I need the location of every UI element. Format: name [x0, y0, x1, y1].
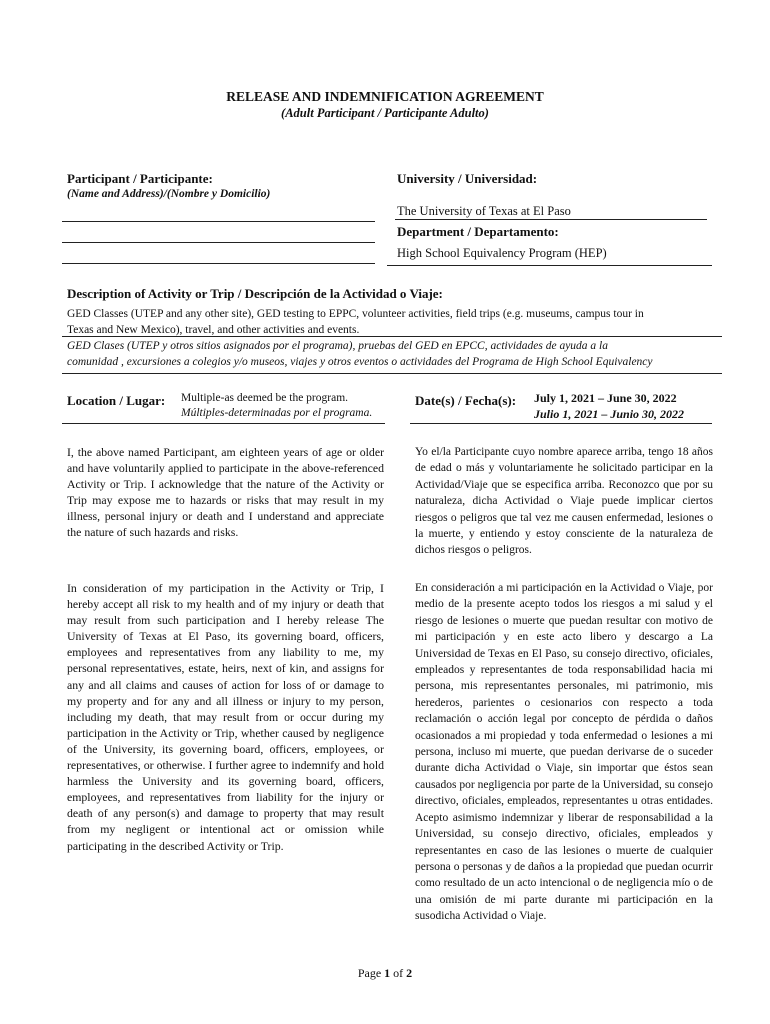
description-en-line-1: GED Classes (UTEP and any other site), GED testing to EPPC, volunteer activities, field trips (e.g. museums, campus tour in — [67, 308, 644, 320]
department-label: Department / Departamento: — [397, 224, 559, 239]
dates-underline — [410, 423, 712, 424]
university-label: University / Universidad: — [397, 171, 538, 186]
location-value-en: Multiple-as deemed be the program. — [181, 392, 349, 404]
dates-value-es: Julio 1, 2021 – Junio 30, 2022 — [534, 407, 685, 421]
participant-sublabel: (Name and Address)/(Nombre y Domicilio) — [67, 188, 271, 200]
page-current: 1 — [384, 966, 391, 980]
page-of: of — [393, 966, 404, 980]
description-es — [67, 338, 717, 370]
page-word: Page — [357, 966, 382, 980]
description-label: Description of Activity or Trip / Descripción de la Actividad o Viaje: — [67, 286, 443, 301]
description-bottom-rule — [62, 373, 722, 374]
description-es-line-1: GED Clases (UTEP y otros sitios asignados por el programa), pruebas del GED en EPCC, actividades de ayuda a la — [67, 340, 608, 352]
participant-address-line[interactable] — [62, 263, 375, 264]
department-underline — [387, 265, 712, 266]
paragraph-2-es: En consideración a mi participación en la Actividad o Viaje, por medio de la presente acepto todos los riesgos a mi salud y el riesgo de lesiones o muerte que puedan resultar con motivo de mi participación y en este acto libero y descargo a La Universidad de Texas en El Paso, su consejo directivo, oficiales, empleados y representantes de toda responsabilidad hacia mi persona, mis representantes personales, mi patrimonio, mis herederos, parientes o cesionarios con respecto a toda reclamación o acción legal por concepto de pérdida o daños ocasionados a mi propiedad y toda enfermedad o lesiones a mi persona, incluso mi muerte, que puedan derivarse de o suceder durante dicha Actividad o Viaje, sin importar que éstos sean causados por negligencia por parte de la Universidad, su consejo directivo, oficiales, empleados, representantes u otras entidades. Acepto asimismo indemnizar y liberar de responsabilidad a la Universidad, su consejo directivo, oficiales, empleados y representantes en caso de las lesiones o muerte de cualquier persona o personas y de daños a la propiedad que puedan ocurrir como resultado de un acto intencional o de negligencia mío o de una omisión de mi parte durante mi participación en la susodicha Actividad o Viaje. — [415, 582, 713, 923]
university-value: The University of Texas at El Paso — [397, 204, 571, 218]
university-underline — [395, 219, 707, 220]
document-title: RELEASE AND INDEMNIFICATION AGREEMENT — [226, 89, 544, 104]
location-value-es: Múltiples-determinadas por el programa. — [181, 407, 373, 419]
participant-label: Participant / Participante: — [67, 171, 213, 186]
paragraph-1-es: Yo el/la Participante cuyo nombre aparece arriba, tengo 18 años de edad o más y voluntariamente he solicitado participar en la Actividad/Viaje que se especifica arriba. Reconozco que por su naturaleza, dicha Actividad o Viaje puede implicar ciertos riesgos o peligros que tal vez me causen enfermedad, lesiones o la muerte, y entiendo y estoy consciente de la naturaleza de dichos riesgos o peligros. — [415, 446, 713, 557]
dates-value-en: July 1, 2021 – June 30, 2022 — [534, 391, 677, 405]
document-subtitle: (Adult Participant / Participante Adulto) — [281, 106, 489, 120]
department-value: High School Equivalency Program (HEP) — [397, 246, 607, 260]
description-es-line-2: comunidad , excursiones a colegios y/o museos, viajes y otros eventos o actividades del Programa de High School Equivalency — [67, 356, 653, 368]
page-number — [0, 966, 770, 981]
dates-label: Date(s) / Fecha(s): — [415, 393, 517, 408]
description-en-line-2: Texas and New Mexico), travel, and other activities and events. — [67, 324, 360, 336]
participant-name-line-1[interactable] — [62, 221, 375, 222]
location-underline — [62, 423, 385, 424]
description-divider — [62, 336, 722, 337]
location-label: Location / Lugar: — [67, 393, 166, 408]
description-en — [67, 306, 717, 338]
page-total: 2 — [406, 966, 413, 980]
paragraph-1-en: I, the above named Participant, am eighteen years of age or older and have voluntarily applied to participate in the above-referenced Activity or Trip. I acknowledge that the nature of the Activity or Trip may expose me to hazards or risks that may result in my illness, personal injury or death and I understand and appreciate the nature of such hazards and risks. — [67, 445, 384, 540]
participant-name-line-2[interactable] — [62, 242, 375, 243]
paragraph-2-en: In consideration of my participation in the Activity or Trip, I hereby accept all risk to my health and of my injury or death that may result from such participation and I hereby release The University of Texas at El Paso, its governing board, officers, employees and representatives from any liability to me, my personal representatives, estate, heirs, next of kin, and assigns for any and all claims and causes of action for loss of or damage to my property and for any and all illness or injury to my person, including my death, that may result from or occur during my participation in the Activity or Trip, whether caused by negligence of the University, its governing board, officers, employees, or representatives, or otherwise. I further agree to indemnify and hold harmless the University and its governing board, officers, employees, and representatives from liability for the injury or death of any person(s) and damage to property that may result from my negligent or intentional act or omission while participating in the described Activity or Trip. — [67, 581, 384, 853]
